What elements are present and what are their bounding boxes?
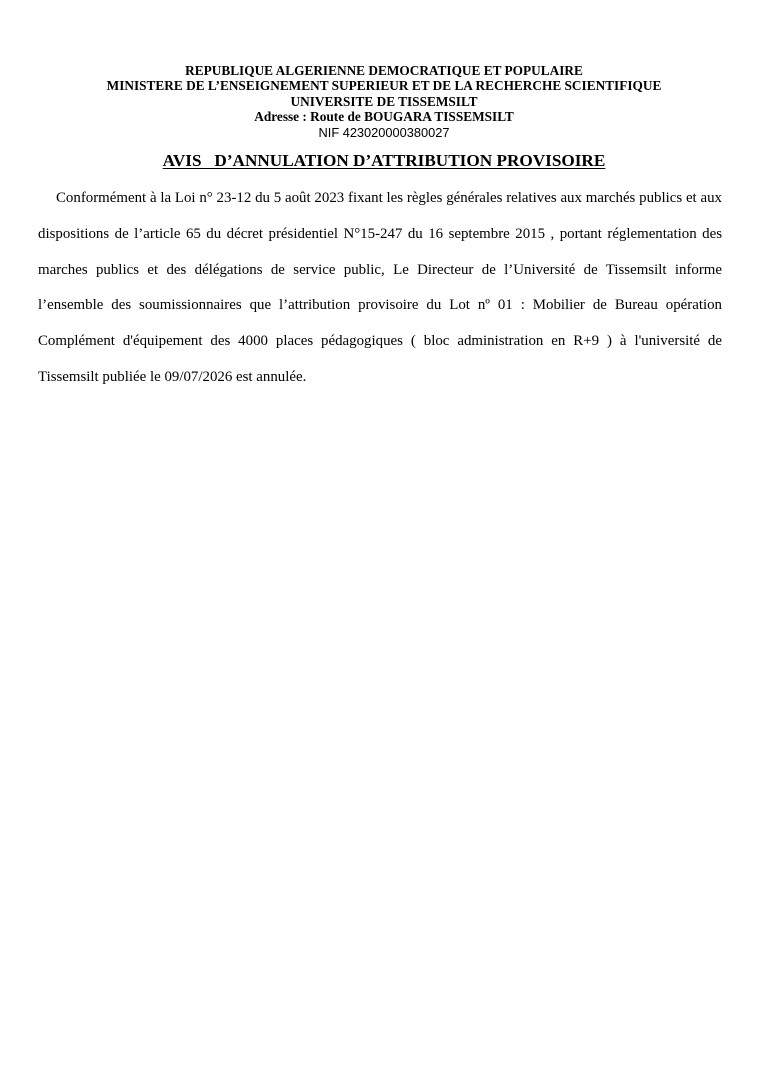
address-line: Adresse : Route de BOUGARA TISSEMSILT (254, 109, 514, 125)
university-line: UNIVERSITE DE TISSEMSILT (290, 93, 478, 109)
ministry-line: MINISTERE DE L’ENSEIGNEMENT SUPERIEUR ET DE LA RECHERCHE SCIENTIFIQUE (106, 78, 662, 94)
nif-line: NIF 423020000380027 (318, 124, 450, 140)
notice-body: Conformément à la Loi n° 23-12 du 5 août 2023 fixant les règles générales relatives aux marchés publics et aux dispositions de l’article 65 du décret présidentiel N°15-247 du 16 septembre 2015 , portant réglementation des marches publics et des délégations de service public, Le Directeur de l’Université de Tissemsilt informe l’ensemble des soumissionnaires que l’attribution provisoire du Lot nº 01 : Mobilier de Bureau opération Complément d'équipement des 4000 places pédagogiques ( bloc administration en R+9 ) à l'université de Tissemsilt publiée le 09/07/2026 est annulée. (38, 190, 722, 385)
document-header (0, 63, 768, 140)
notice-title: AVIS D’ANNULATION D’ATTRIBUTION PROVISOIRE (162, 151, 606, 170)
republic-line: REPUBLIQUE ALGERIENNE DEMOCRATIQUE ET POPULAIRE (185, 63, 583, 78)
